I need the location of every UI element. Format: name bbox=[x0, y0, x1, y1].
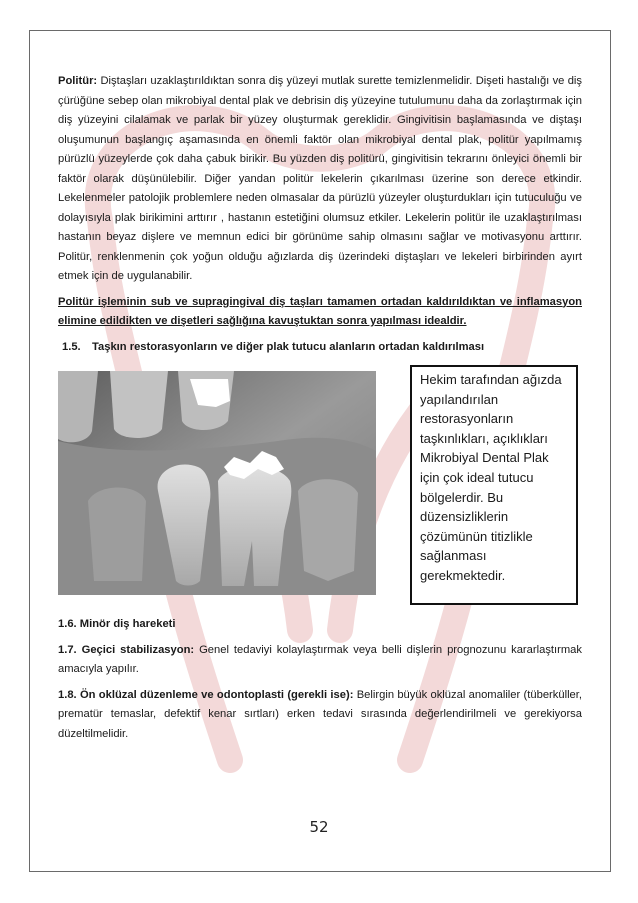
section-1-5-title: Taşkın restorasyonların ve diğer plak tutucu alanların ortadan kaldırılması bbox=[92, 340, 485, 353]
section-1-5-number: 1.5. bbox=[62, 340, 81, 353]
section-1-8-text: Belirgin büyük oklüzal anomaliler (tüberküller, prematür temaslar, defektif kenar sırtları) erken tedavi sırasında değerlendirilmeli ve gerekiyorsa düzeltilmelidir. bbox=[58, 688, 582, 740]
politur-text: Diştaşları uzaklaştırıldıktan sonra diş yüzeyi mutlak surette temizlenmelidir. Dişeti hastalığı ve diş çürüğüne sebep olan mikrobiyal dental plak ve debrisin diş yüzeyine tutulumunu daha da zorlaştırmak için diş yüzeyini cilalamak ve parlak bir yüzey oluşturmak gereklidir. Gingivitisin başlamasında ve diştaşı oluşumunun başlangıç aşamasında en önemli faktör olan mikrobiyal dental plak, politür yapılmamış pürüzlü yüzeylerde çok daha çabuk birikir. Bu yüzden diş politürü, gingivitisin tekrarını önleyici önemli bir faktör olarak düşünülebilir. Diğer yandan politür lekelerin çıkarılması üzerine son derece etkindir. Lekelenmeler patolojik problemlere neden olmasalar da pürüzlü yüzeyler oluşturdukları için tutuculuğu ve dolayısıyla plak birikimini arttırır , hastanın estetiğini olumsuz etkiler. Lekelerin politür ile uzaklaştırılması hastanın beyaz dişlere ve memnun edici bir görünüme sahip olmasını sağlar ve motivasyonu arttırır. Politür, renklenmenin çok yoğun olduğu ağızlarda diş üzerindeki diştaşları ve lekeleri birbirinden ayırt etmek için de uygulanabilir. bbox=[58, 75, 582, 282]
politur-label: Politür: bbox=[58, 75, 98, 87]
figure-row bbox=[58, 365, 582, 607]
section-1-5-heading bbox=[62, 338, 582, 358]
section-1-6-heading: 1.6. Minör diş hareketi bbox=[58, 618, 176, 630]
section-1-8-label: 1.8. Ön oklüzal düzenleme ve odontoplasti (gerekli ise): bbox=[58, 688, 354, 701]
dental-xray-image bbox=[58, 371, 376, 595]
section-1-7-label: 1.7. Geçici stabilizasyon: bbox=[58, 643, 195, 656]
politur-paragraph bbox=[58, 72, 582, 287]
page-number: 52 bbox=[309, 818, 329, 836]
section-1-8-paragraph bbox=[58, 686, 582, 745]
callout-box: Hekim tarafından ağızda yapılandırılan restorasyonların taşkınlıkları, açıklıkları Mikrobiyal Dental Plak için çok ideal tutucu bölgelerdir. Bu düzensizliklerin çözümünün titizlikle sağlanması gerekmektedir. bbox=[410, 365, 578, 605]
emphasis-note: Politür işleminin sub ve supragingival diş taşları tamamen ortadan kaldırıldıktan ve inflamasyon elimine edildikten ve dişetleri sağlığına kavuştuktan sonra yapılması idealdir. bbox=[58, 295, 582, 327]
section-1-7-text: Genel tedaviyi kolaylaştırmak veya belli dişlerin prognozunu kararlaştırmak amacıyla yapılır. bbox=[58, 643, 582, 675]
page-content bbox=[58, 72, 582, 750]
section-1-7-paragraph bbox=[58, 641, 582, 680]
